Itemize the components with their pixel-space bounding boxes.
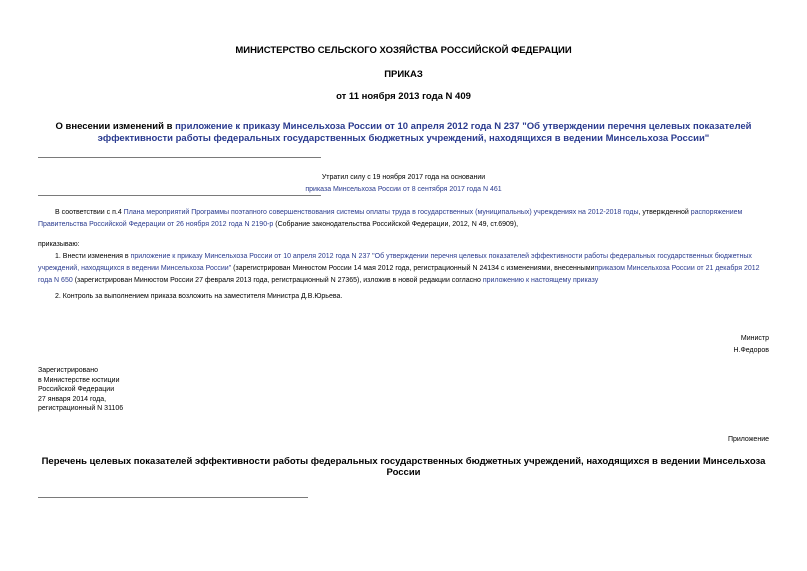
order-650-link[interactable]: приказом Минсельхоза России от 21 декабря 2012 года N 650 <box>38 265 760 284</box>
registration-line: Российской Федерации <box>38 386 115 393</box>
list-title: Перечень целевых показателей эффективности работы федеральных государственных бюджетных учреждений, находящихся в ведении Минсельхоза России <box>41 456 766 478</box>
item-1-paragraph <box>38 251 768 287</box>
ministry-heading: МИНИСТЕРСТВО СЕЛЬСКОГО ХОЗЯЙСТВА РОССИЙСКОЙ ФЕДЕРАЦИИ <box>235 45 572 56</box>
appendix-label: Приложение <box>727 436 769 443</box>
item-2-paragraph: 2. Контроль за выполнением приказа возложить на заместителя Министра Д.В.Юрьева. <box>55 293 343 300</box>
appendix-link[interactable]: приложению к настоящему приказу <box>482 277 599 284</box>
government-order-link[interactable]: распоряжением Правительства Российской Федерации от 26 ноября 2012 года N 2190-р <box>38 209 743 228</box>
divider <box>38 195 321 196</box>
signature-name: Н.Федоров <box>733 347 769 354</box>
status-note-text: Утратил силу с 19 ноября 2017 года на основании <box>321 174 486 181</box>
divider <box>38 157 321 158</box>
signature-block <box>733 333 769 357</box>
item-1-text: (зарегистрирован Минюстом России 27 февраля 2013 года, регистрационный N 27365), изложив в новой редакции согласно <box>72 277 483 284</box>
registration-line: Зарегистрировано <box>38 367 98 374</box>
preamble-text: , утвержденной <box>638 209 691 216</box>
order-237-link[interactable]: приложение к приказу Минсельхоза России от 10 апреля 2012 года N 237 "Об утверждении перечня целевых показателей эффективности работы федеральных государственных бюджетных учреждений, находящихся в ведении Минсельхоза России" <box>38 253 752 272</box>
registration-line: 27 января 2014 года, <box>38 395 107 403</box>
preamble-text: (Собрание законодательства Российской Федерации, 2012, N 49, ст.6909), <box>273 221 519 228</box>
title-link[interactable]: приложение к приказу Минсельхоза России от 10 апреля 2012 года N 237 "Об утверждении перечня целевых показателей эффективности работы федеральных государственных бюджетных учреждений, находящихся в ведении Минсельхоза России" <box>97 121 752 144</box>
preamble-text: В соответствии с п.4 <box>55 209 124 216</box>
date-number-heading: от 11 ноября 2013 года N 409 <box>336 91 471 102</box>
item-1-text: 1. Внести изменения в <box>55 253 131 260</box>
document-title <box>30 121 777 145</box>
doc-type-heading: ПРИКАЗ <box>384 69 423 80</box>
preamble-paragraph <box>38 207 768 231</box>
registration-line: в Министерстве юстиции <box>38 376 120 384</box>
item-1-text: (зарегистрирован Минюстом России 14 мая 2012 года, регистрационный N 24134 с изменениями, внесенными <box>231 265 595 272</box>
status-note <box>200 172 607 196</box>
order-word: приказываю: <box>38 241 80 248</box>
title-prefix: О внесении изменений в <box>55 121 176 132</box>
status-note-link[interactable]: приказа Минсельхоза России от 8 сентября 2017 года N 461 <box>305 186 502 193</box>
registration-block <box>38 366 123 414</box>
divider <box>38 497 308 498</box>
registration-line: регистрационный N 31106 <box>38 405 124 412</box>
signature-position: Министр <box>740 335 769 342</box>
program-plan-link[interactable]: Плана мероприятий Программы поэтапного совершенствования системы оплаты труда в государственных (муниципальных) учреждениях на 2012-2018 годы <box>123 209 639 216</box>
